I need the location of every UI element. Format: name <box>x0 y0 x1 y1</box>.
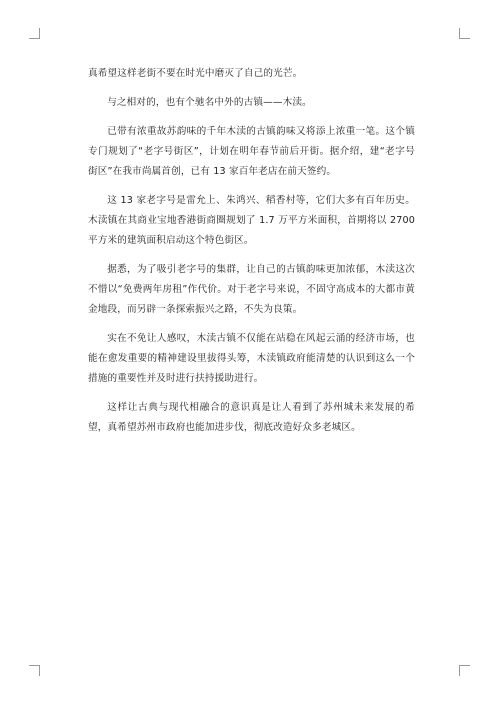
paragraph: 实在不免让人感叹，木渎古镇不仅能在站稳在风起云涌的经济市场，也能在愈发重要的精神建设里拔得头筹，木渎镇政府能清楚的认识到这么一个措施的重要性并及时进行扶持援助进行。 <box>88 333 415 384</box>
paragraph: 真希望这样老街不要在时光中磨灭了自己的光芒。 <box>88 68 303 79</box>
paragraph: 据悉，为了吸引老字号的集群，让自己的古镇韵味更加浓郁，木渎这次不惜以“免费两年房租”作代价。对于老字号来说，不固守高成本的大都市黄金地段，而另辟一条探索振兴之路，不失为良策。 <box>88 264 415 315</box>
paragraph: 已带有浓重故苏韵味的千年木渎的古镇韵味又将添上浓重一笔。这个镇专门规划了“老字号街区”，计划在明年春节前后开街。据介绍，建“老字号街区”在我市尚属首创，已有 13 家百年老店在前天签约。 <box>88 126 415 177</box>
paragraph: 这样让古典与现代相融合的意识真是让人看到了苏州城未来发展的希望，真希望苏州市政府也能加进步伐，彻底改造好众多老城区。 <box>88 402 415 433</box>
crop-mark-top-right <box>459 28 470 39</box>
crop-mark-bottom-right <box>459 665 470 676</box>
crop-mark-bottom-left <box>29 665 40 676</box>
paragraph: 这 13 家老字号是雷允上、朱鸿兴、稻香村等，它们大多有百年历史。木渎镇在其商业宝地香港街商圈规划了 1.7 万平方米面积，首期将以 2700 平方米的建筑面积启动这个特色街区。 <box>88 195 415 246</box>
crop-mark-top-left <box>29 28 40 39</box>
document-body <box>88 64 415 447</box>
paragraph: 与之相对的，也有个驰名中外的古镇——木渎。 <box>107 97 312 108</box>
